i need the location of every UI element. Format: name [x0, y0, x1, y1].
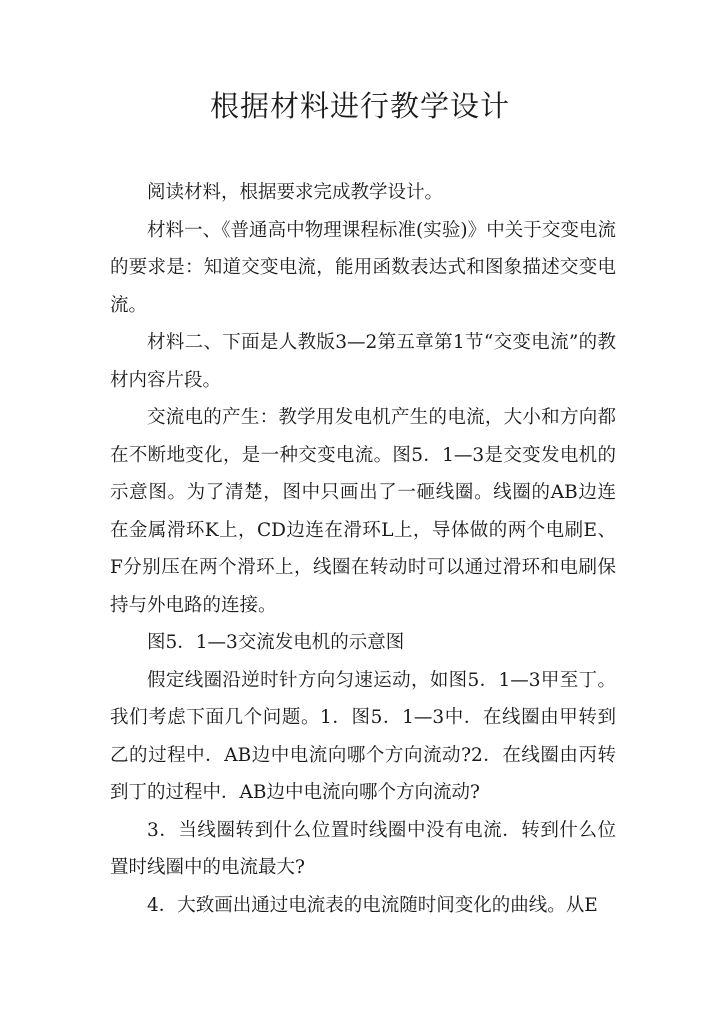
paragraph-ac-generation: 交流电的产生：教学用发电机产生的电流，大小和方向都在不断地变化，是一种交变电流。图5．1—3是交变发电机的示意图。为了清楚，图中只画出了一砸线圈。线圈的AB边连在金属滑环K上，CD边连在滑环L上，导体做的两个电刷E、F分别压在两个滑环上，线圈在转动时可以通过滑环和电刷保持与外电路的连接。 — [110, 407, 616, 616]
paragraph-question-three: 3．当线圈转到什么位置时线圈中没有电流．转到什么位置时线圈中的电流最大? — [110, 819, 616, 878]
paragraph-material-two: 材料二、下面是人教版3—2第五章第1节“交变电流”的教材内容片段。 — [110, 332, 616, 391]
paragraph-instruction: 阅读材料，根据要求完成教学设计。 — [147, 182, 444, 203]
paragraph-figure-caption: 图5．1—3交流发电机的示意图 — [147, 632, 405, 653]
document-title: 根据材料进行教学设计 — [209, 89, 510, 123]
document-body — [110, 174, 616, 924]
paragraph-material-one: 材料一、《普通高中物理课程标准(实验)》中关于交变电流的要求是：知道交变电流，能用函数表达式和图象描述交变电流。 — [110, 219, 616, 316]
paragraph-questions-one-two: 假定线圈沿逆时针方向匀速运动，如图5．1—3甲至丁。我们考虑下面几个问题。1．图5．1—3中．在线圈由甲转到乙的过程中．AB边中电流向哪个方向流动?2．在线圈由丙转到丁的过程中．AB边中电流向哪个方向流动? — [110, 669, 616, 803]
paragraph-question-four: 4．大致画出通过电流表的电流随时间变化的曲线。从E — [147, 894, 598, 916]
